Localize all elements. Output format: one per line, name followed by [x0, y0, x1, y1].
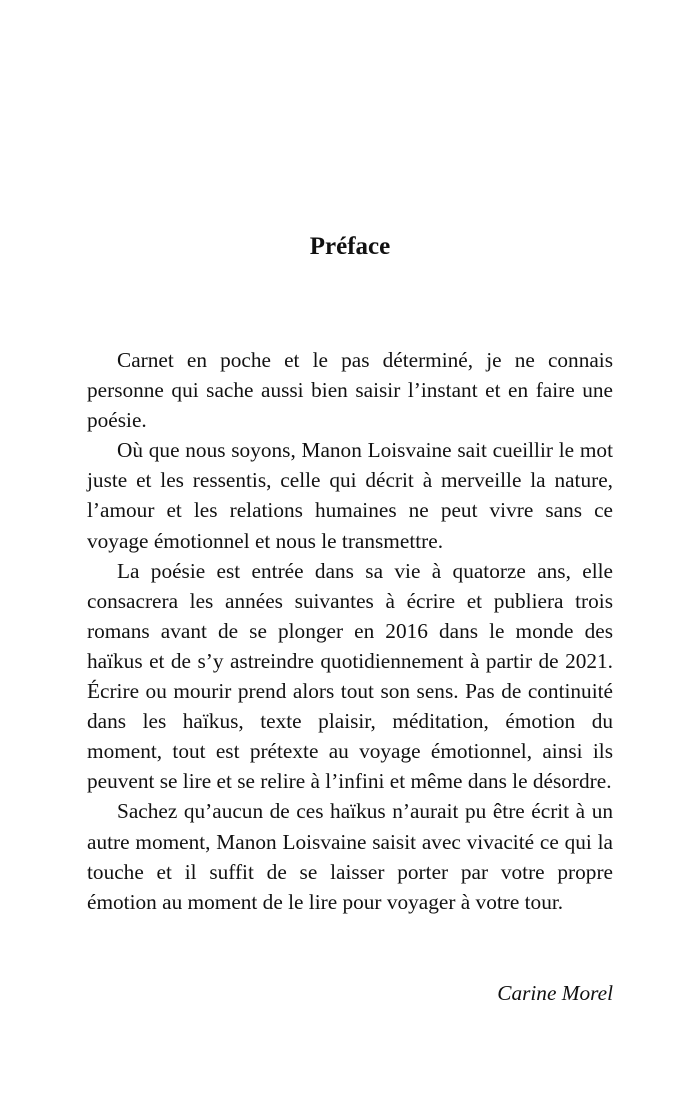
preface-body	[87, 345, 613, 917]
paragraph: Carnet en poche et le pas déterminé, je ne connais personne qui sache aussi bien saisir l’instant et en faire une poésie.	[87, 348, 613, 433]
page-title: Préface	[309, 233, 391, 260]
paragraph: Où que nous soyons, Manon Loisvaine sait cueillir le mot juste et les ressentis, celle qui décrit à merveille la nature, l’amour et les relations humaines ne peut vivre sans ce voyage émotionnel et nous le transmettre.	[87, 438, 613, 553]
paragraph: La poésie est entrée dans sa vie à quatorze ans, elle consacrera les années suivantes à écrire et publiera trois romans avant de se plonger en 2016 dans le monde des haïkus et de s’y astreindre quotidiennement à partir de 2021. Écrire ou mourir prend alors tout son sens. Pas de continuité dans les haïkus, texte plaisir, méditation, émotion du moment, tout est prétexte au voyage émotionnel, ainsi ils peuvent se lire et se relire à l’infini et même dans le désordre.	[87, 558, 613, 794]
author-signature: Carine Morel	[497, 981, 613, 1005]
paragraph: Sachez qu’aucun de ces haïkus n’aurait pu être écrit à un autre moment, Manon Loisvaine saisit avec vivacité ce qui la touche et il suffit de se laisser porter par votre propre émotion au moment de le lire pour voyager à votre tour.	[87, 799, 613, 914]
